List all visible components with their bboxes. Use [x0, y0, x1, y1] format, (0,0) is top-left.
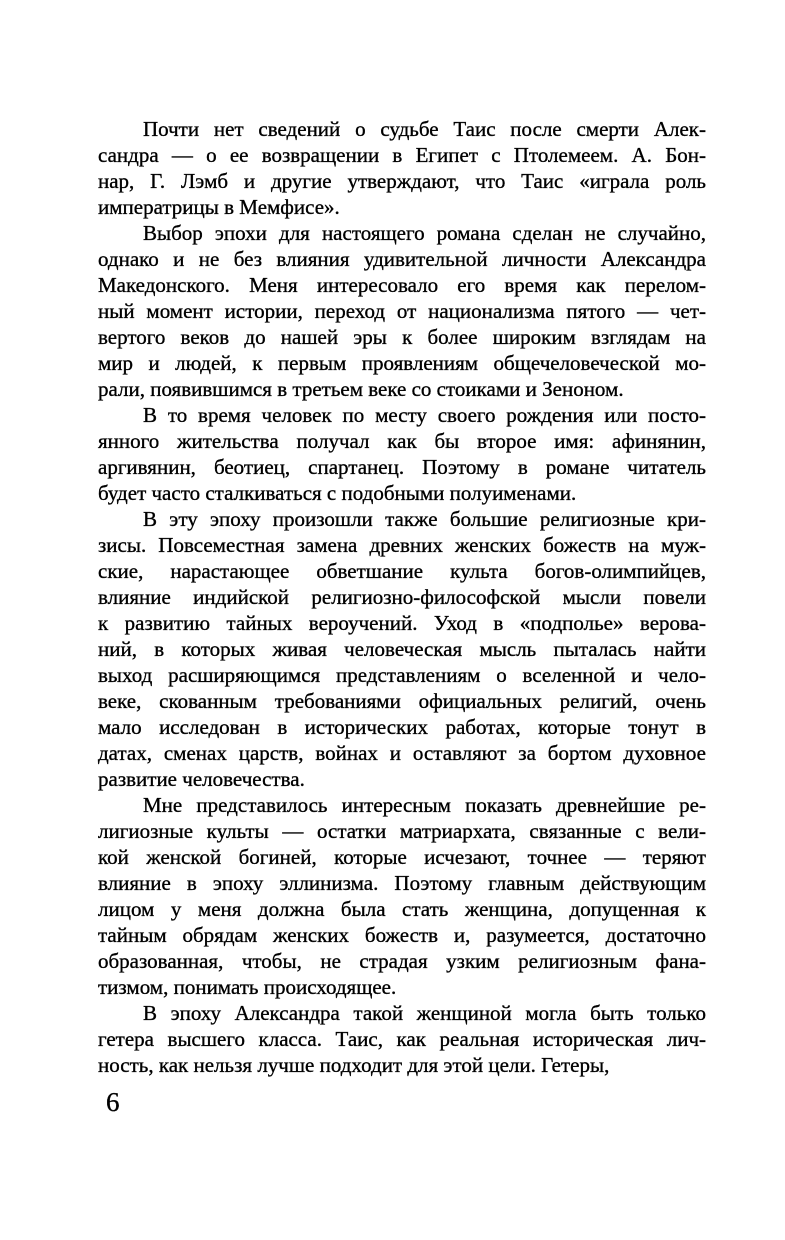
text-line: сандра — о ее возвращении в Египет с Птолемеем. А. Бон-	[98, 143, 706, 167]
text-line: образованная, чтобы, не страдая узким религиозным фана-	[98, 949, 706, 973]
text-line: ний, в которых живая человеческая мысль пыталась найти	[98, 637, 706, 661]
paragraph	[98, 220, 706, 402]
text-line: будет часто сталкиваться с подобными полуименами.	[98, 481, 577, 505]
text-line: Почти нет сведений о судьбе Таис после смерти Алек-	[143, 117, 706, 141]
text-line: мир и людей, к первым проявлениям общечеловеческой мо-	[98, 351, 706, 375]
text-line: нар, Г. Лэмб и другие утверждают, что Таис «играла роль	[98, 169, 706, 193]
text-line: тайным обрядам женских божеств и, разумеется, достаточно	[98, 923, 706, 947]
text-line: Мне представилось интересным показать древнейшие ре-	[143, 793, 706, 817]
text-line: мало исследован в исторических работах, которые тонут в	[98, 715, 706, 739]
text-line: ность, как нельзя лучше подходит для этой цели. Гетеры,	[98, 1053, 610, 1077]
text-line: В эпоху Александра такой женщиной могла быть только	[143, 1001, 706, 1025]
text-line: влияние в эпоху эллинизма. Поэтому главным действующим	[98, 871, 706, 895]
text-line: В эту эпоху произошли также большие религиозные кри-	[143, 507, 706, 531]
text-line: однако и не без влияния удивительной личности Александра	[98, 247, 706, 271]
text-line: датах, сменах царств, войнах и оставляют за бортом духовное	[98, 741, 706, 765]
text-line: вертого веков до нашей эры к более широким взглядам на	[98, 325, 706, 349]
text-line: лицом у меня должна была стать женщина, допущенная к	[98, 897, 706, 921]
paragraph	[98, 792, 706, 1000]
text-line: гетера высшего класса. Таис, как реальная историческая лич-	[98, 1027, 706, 1051]
text-line: веке, скованным требованиями официальных религий, очень	[98, 689, 706, 713]
paragraph	[98, 1000, 706, 1078]
page-number: 6	[106, 1087, 120, 1117]
text-line: рали, появившимся в третьем веке со стоиками и Зеноном.	[98, 377, 624, 401]
text-line: ный момент истории, переход от национализма пятого — чет-	[98, 299, 706, 323]
text-line: аргивянин, беотиец, спартанец. Поэтому в романе читатель	[98, 455, 706, 479]
text-line: Выбор эпохи для настоящего романа сделан не случайно,	[143, 221, 706, 245]
text-line: императрицы в Мемфисе».	[98, 195, 340, 219]
text-line: к развитию тайных вероучений. Уход в «подполье» верова-	[98, 611, 706, 635]
text-line: янного жительства получал как бы второе имя: афинянин,	[98, 429, 706, 453]
text-line: лигиозные культы — остатки матриархата, связанные с вели-	[98, 819, 706, 843]
text-line: влияние индийской религиозно-философской мысли повели	[98, 585, 706, 609]
text-line: развитие человечества.	[98, 767, 305, 791]
text-block	[98, 116, 706, 1078]
text-line: выход расширяющимся представлениям о вселенной и чело-	[98, 663, 706, 687]
paragraph	[98, 116, 706, 220]
paragraph	[98, 506, 706, 792]
text-line: тизмом, понимать происходящее.	[98, 975, 397, 999]
text-line: Македонского. Меня интересовало его время как перелом-	[98, 273, 706, 297]
paragraph	[98, 402, 706, 506]
text-line: зисы. Повсеместная замена древних женских божеств на муж-	[98, 533, 706, 557]
text-line: ские, нарастающее обветшание культа богов-олимпийцев,	[98, 559, 706, 583]
text-line: кой женской богиней, которые исчезают, точнее — теряют	[98, 845, 706, 869]
text-line: В то время человек по месту своего рождения или посто-	[143, 403, 706, 427]
